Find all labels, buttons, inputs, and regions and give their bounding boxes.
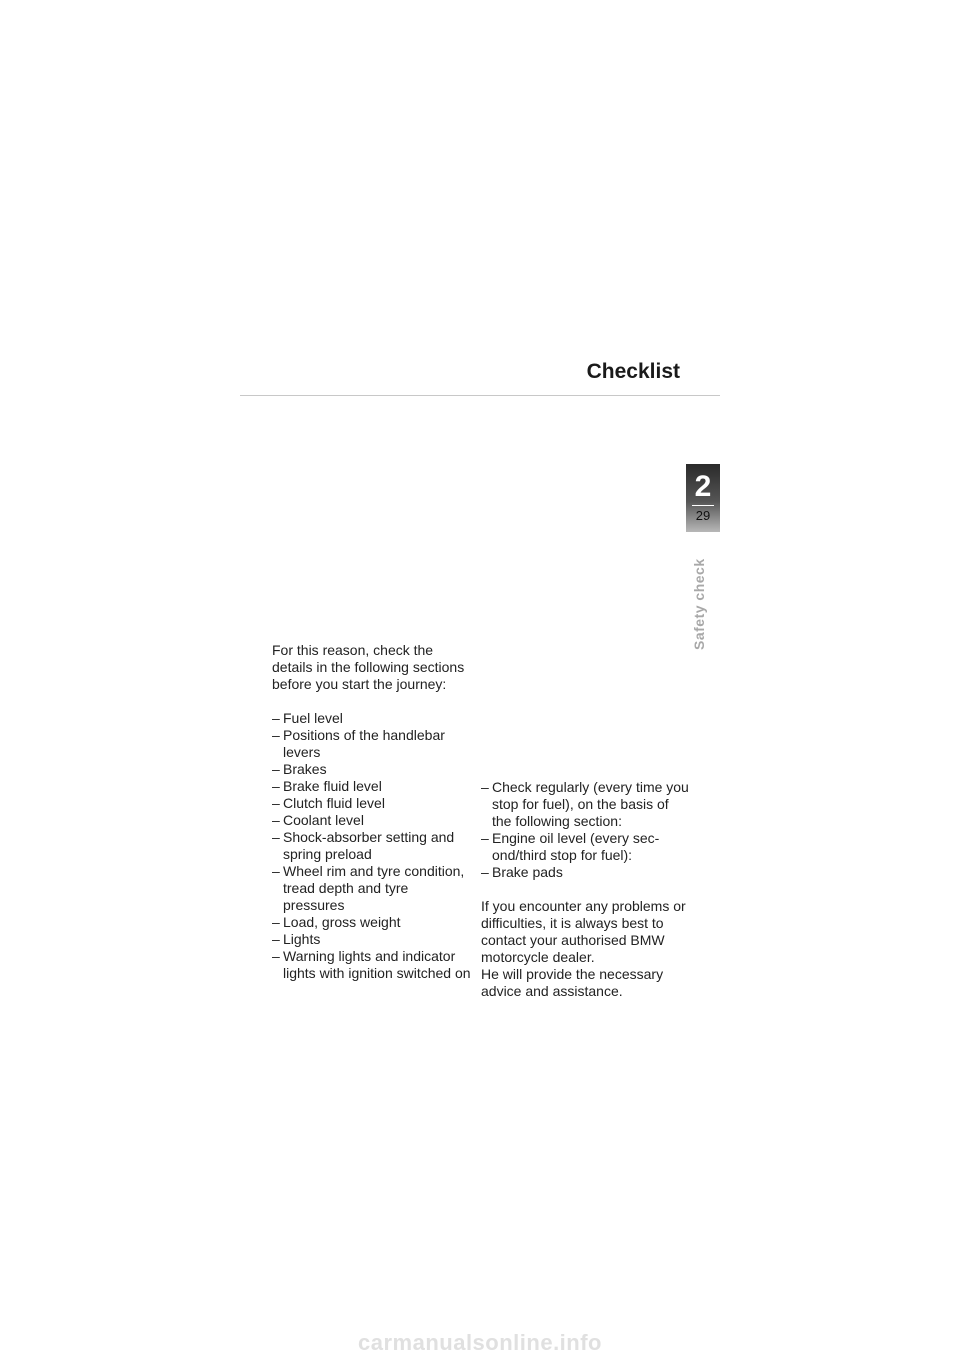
right-column — [481, 779, 691, 1000]
list-item: – Check regularly (every time you stop for fuel), on the basis of the following section: — [481, 779, 691, 830]
footer-watermark — [0, 1330, 960, 1356]
regular-checks-list — [481, 779, 691, 881]
header-divider — [240, 395, 720, 396]
page-title: Checklist — [586, 360, 680, 383]
checklist — [272, 710, 472, 982]
chapter-number: 2 — [694, 470, 712, 503]
assistance-text: He will provide the necessary advice and assistance. — [481, 966, 664, 999]
list-item: – Brake fluid level — [272, 778, 472, 795]
list-item: – Clutch fluid level — [272, 795, 472, 812]
section-label: Safety check — [691, 558, 707, 650]
dealer-advice-text: If you encounter any problems or difficulties, it is always best to contact your authorised BMW motorcycle dealer. — [481, 898, 686, 965]
chapter-tab — [686, 464, 720, 532]
list-item: – Wheel rim and tyre condition, tread depth and tyre pressures — [272, 863, 472, 914]
list-item: – Shock-absorber setting and spring preload — [272, 829, 472, 863]
list-item: – Brake pads — [481, 864, 691, 881]
list-item: – Positions of the handlebar levers — [272, 727, 472, 761]
list-item: – Warning lights and indicator lights with ignition switched on — [272, 948, 472, 982]
list-item: – Lights — [272, 931, 472, 948]
watermark-text: carmanualsonline.info — [358, 1330, 602, 1355]
list-item: – Load, gross weight — [272, 914, 472, 931]
list-item: – Engine oil level (every sec-ond/third stop for fuel): — [481, 830, 691, 864]
left-column — [272, 642, 472, 982]
list-item: – Coolant level — [272, 812, 472, 829]
chapter-divider — [692, 505, 714, 506]
page-number: 29 — [695, 508, 711, 523]
list-item: – Fuel level — [272, 710, 472, 727]
intro-text: For this reason, check the details in the following sections before you start the journey: — [272, 642, 465, 692]
list-item: – Brakes — [272, 761, 472, 778]
